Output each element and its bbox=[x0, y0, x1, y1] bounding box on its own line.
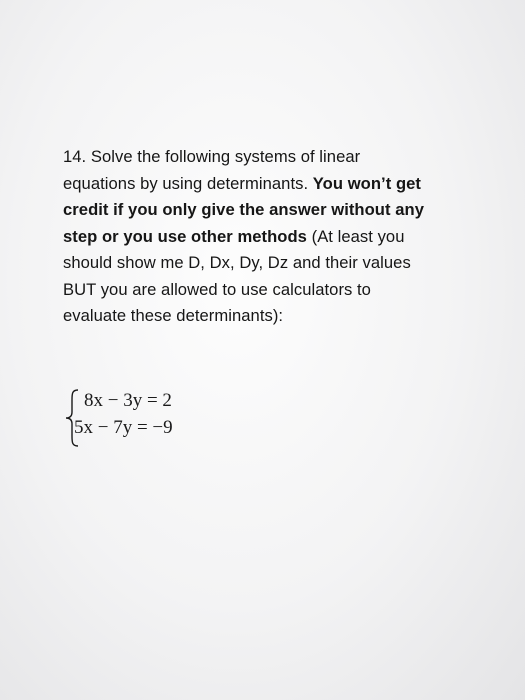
question-line-2-bold: You won’t get bbox=[312, 173, 421, 193]
question-line-3-bold: credit if you only give the answer without any bbox=[63, 200, 424, 219]
question-line-4 bbox=[63, 224, 483, 251]
question-line-7-text: evaluate these determinants): bbox=[63, 306, 284, 325]
question-line-2 bbox=[63, 171, 483, 198]
question-line-6-text: BUT you are allowed to use calculators to bbox=[63, 279, 371, 299]
question-line-1-text: 14. Solve the following systems of linear bbox=[63, 147, 361, 166]
question-line-4-bold: step or you use other methods bbox=[63, 226, 307, 246]
equation-system bbox=[64, 388, 264, 448]
question-line-7 bbox=[63, 303, 483, 330]
question-line-5 bbox=[63, 250, 483, 277]
question-line-6 bbox=[63, 277, 483, 304]
equation-2: 5x − 7y = −9 bbox=[74, 417, 173, 438]
question-line-1 bbox=[63, 144, 483, 171]
question-line-5-text: should show me D, Dx, Dy, Dz and their values bbox=[63, 253, 411, 272]
question-text bbox=[63, 144, 483, 330]
equation-1: 8x − 3y = 2 bbox=[84, 390, 172, 411]
question-line-2-text: equations by using determinants. bbox=[63, 173, 313, 193]
question-line-4-text: (At least you bbox=[306, 226, 405, 246]
question-line-3 bbox=[63, 197, 483, 224]
